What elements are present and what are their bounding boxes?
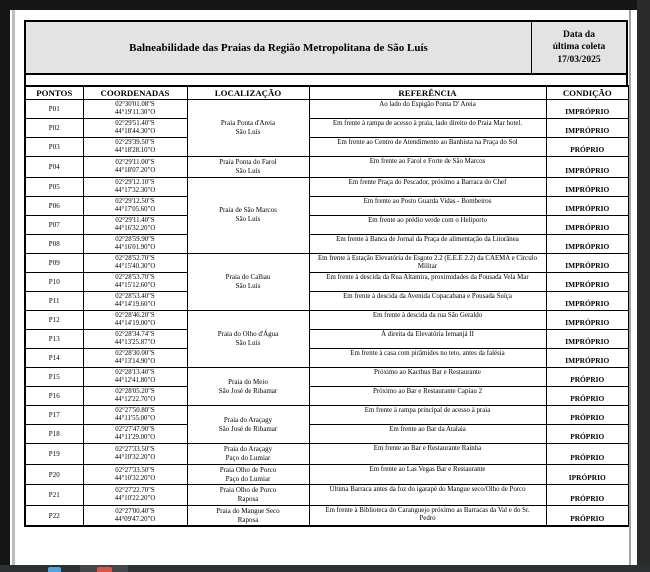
coordinate-lon: 44°15'12.60"O: [114, 282, 156, 290]
taskbar-red-app-icon[interactable]: [97, 567, 112, 572]
date-label-line2: última coleta: [552, 42, 606, 53]
column-header-coordenadas: COORDENADAS: [83, 86, 187, 100]
point-id: P05: [25, 177, 83, 196]
coordinate-lon: 44°16'32.20"O: [114, 224, 156, 232]
location-beach: Praia do Araçagy: [223, 416, 273, 424]
coordinates: [83, 273, 187, 292]
document-page: [10, 10, 637, 565]
location-city: São José de Ribamar: [218, 424, 278, 433]
condition-value: IPRÓPRIO: [546, 464, 629, 485]
viewer-right-edge: [637, 0, 650, 572]
coordinate-lon: 44°11'29.00"O: [114, 434, 156, 442]
table-row: [25, 292, 629, 311]
column-header-referencia: REFERÊNCIA: [309, 86, 546, 100]
coordinate-lat: 02°28'05.20"S: [115, 388, 155, 396]
table-row: [25, 100, 629, 119]
location-city: São José de Ribamar: [218, 386, 278, 395]
coordinates: [83, 330, 187, 349]
coordinates: [83, 505, 187, 526]
location-city: Paço do Lumiar: [225, 454, 271, 463]
reference: Em frente ao Farol e Forte de São Marcos: [309, 157, 546, 178]
coordinate-lon: 44°18'07.20"O: [114, 166, 156, 174]
date-value: 17/03/2025: [557, 54, 601, 65]
table-spacer: [24, 75, 628, 85]
table-row: [25, 485, 629, 506]
condition-value: IMPRÓPRIO: [546, 311, 629, 330]
coordinates: [83, 444, 187, 465]
location: [187, 253, 309, 310]
last-collect-date-box: [531, 22, 626, 73]
coordinates: [83, 215, 187, 234]
condition-value: PRÓPRIO: [546, 505, 629, 526]
title-bar: [24, 20, 628, 75]
coordinate-lon: 44°11'55.00"O: [114, 415, 156, 423]
coordinate-lat: 02°27'47.90"S: [115, 426, 155, 434]
location-beach: Praia Olho de Porco: [219, 486, 277, 495]
date-label-line1: Data da: [563, 29, 595, 40]
coordinate-lat: 02°30'01.08"S: [115, 101, 155, 108]
coordinates: [83, 177, 187, 196]
point-id: P17: [25, 406, 83, 425]
coordinate-lat: 02°28'59.90"S: [115, 235, 155, 243]
coordinate-lon: 44°12'22.70"O: [114, 396, 156, 404]
location-beach: Praia do Calhau: [225, 273, 271, 282]
coordinate-lat: 02°27'00.40"S: [115, 507, 155, 515]
point-id: P08: [25, 234, 83, 253]
condition-value: IMPRÓPRIO: [546, 273, 629, 292]
location-beach: Praia do Mangue Seco: [216, 506, 280, 515]
condition-value: IMPRÓPRIO: [546, 100, 629, 119]
table-row: [25, 177, 629, 196]
reference: Em frente ao Centro de Atendimento ao Banhista na Praça do Sol: [309, 138, 546, 157]
condition-value: IMPRÓPRIO: [546, 215, 629, 234]
coordinate-lon: 44°18'44.30"O: [114, 128, 156, 136]
location: [187, 100, 309, 157]
coordinate-lon: 44°12'41.80"O: [114, 377, 156, 385]
table-row: [25, 119, 629, 138]
coordinate-lon: 44°10'22.20"O: [114, 495, 156, 503]
coordinate-lon: 44°10'32.20"O: [114, 474, 156, 482]
coordinate-lat: 02°29'11.40"S: [115, 216, 155, 224]
reference: Em frente à Estação Elevatória de Esgoto 2.2 (E.E.E 2.2) da CAEMA e Círculo Militar: [309, 253, 546, 272]
coordinates: [83, 406, 187, 425]
coordinate-lat: 02°28'13.40"S: [115, 369, 155, 377]
location-beach: Praia Ponta do Farol: [219, 158, 277, 167]
viewer-top-edge: [0, 0, 650, 10]
reference: Em frente Praça do Pescador, próximo a Barraca do Chef: [309, 177, 546, 196]
coordinate-lon: 44°14'19.00"O: [114, 320, 156, 328]
location-beach: Praia do Meio: [228, 377, 268, 386]
location-city: São Luís: [235, 339, 261, 348]
point-id: P20: [25, 464, 83, 485]
point-id: P10: [25, 273, 83, 292]
coordinates: [83, 138, 187, 157]
condition-value: PRÓPRIO: [546, 368, 629, 387]
table-row: [25, 138, 629, 157]
coordinate-lat: 02°28'30.00"S: [115, 350, 155, 358]
condition-value: IMPRÓPRIO: [546, 349, 629, 368]
reference: À direita da Elevatória Iemanjá II: [309, 330, 546, 349]
column-header-pontos: PONTOS: [25, 86, 83, 100]
location-city: São Luís: [235, 128, 261, 137]
reference: Em frente à rampa de acesso à praia, lado direito do Praia Mar hotel.: [309, 119, 546, 138]
reference: Em frente à rampa principal de acesso à praia: [309, 406, 546, 425]
location: [187, 368, 309, 406]
coordinates: [83, 157, 187, 178]
coordinate-lat: 02°28'52.70"S: [115, 254, 155, 262]
document-content: [24, 20, 628, 527]
table-row: [25, 444, 629, 465]
coordinate-lon: 44°18'28.10"O: [114, 147, 156, 155]
reference: Em frente ao prédio verde com o Heliporto: [309, 215, 546, 234]
condition-value: IMPRÓPRIO: [546, 253, 629, 272]
coordinate-lat: 02°28'46.20"S: [115, 312, 155, 320]
reference: Em frente ao Bar e Restaurante Rainha: [309, 444, 546, 465]
coordinate-lon: 44°17'05.60"O: [114, 205, 156, 213]
condition-value: IMPRÓPRIO: [546, 234, 629, 253]
location-beach: Praia Ponta d'Areia: [220, 119, 276, 128]
table-row: [25, 215, 629, 234]
coordinate-lon: 44°13'14.90"O: [114, 358, 156, 366]
reference: Próximo ao Bar e Restaurante Capiau 2: [309, 387, 546, 406]
table-row: [25, 273, 629, 292]
coordinate-lat: 02°28'53.70"S: [115, 274, 155, 281]
location-beach: Praia do Olho d'Água: [217, 330, 279, 339]
location-city: Raposa: [237, 495, 259, 504]
coordinate-lat: 02°27'33.50"S: [115, 446, 155, 454]
coordinate-lon: 44°15'40.30"O: [114, 262, 156, 270]
taskbar: [0, 565, 650, 572]
coordinate-lat: 02°29'51.40"S: [115, 120, 155, 128]
location: [187, 464, 309, 485]
location-city: São Luís: [235, 166, 261, 175]
point-id: P04: [25, 157, 83, 178]
location-city: Raposa: [237, 515, 259, 524]
taskbar-blue-app-icon[interactable]: [48, 567, 61, 572]
coordinates: [83, 464, 187, 485]
point-id: P15: [25, 368, 83, 387]
location-beach: Praia Olho de Porco: [219, 465, 277, 474]
condition-value: PRÓPRIO: [546, 444, 629, 465]
reference: Em frente à descida da Avenida Copacabana e Pousada Suíça: [309, 292, 546, 311]
location: [187, 505, 309, 526]
column-header-condicao: CONDIÇÃO: [546, 86, 629, 100]
condition-value: PRÓPRIO: [546, 425, 629, 444]
table-row: [25, 505, 629, 526]
table-row: [25, 425, 629, 444]
page-title: Balneabilidade das Praias da Região Metropolitana de São Luís: [26, 22, 531, 73]
table-row: [25, 311, 629, 330]
coordinate-lon: 44°17'32.30"O: [114, 186, 156, 194]
condition-value: PRÓPRIO: [546, 406, 629, 425]
coordinate-lat: 02°28'34.74"S: [115, 331, 155, 339]
table-row: [25, 157, 629, 178]
location-city: São Luís: [235, 215, 261, 224]
condition-value: IMPRÓPRIO: [546, 196, 629, 215]
header-row: [25, 86, 629, 100]
location-beach: Praia do Araçagy: [223, 445, 273, 454]
page-right-shadow: [629, 10, 631, 565]
coordinates: [83, 234, 187, 253]
point-id: P14: [25, 349, 83, 368]
table-row: [25, 387, 629, 406]
coordinates: [83, 368, 187, 387]
location: [187, 485, 309, 506]
reference: Em frente ao Las Vegas Bar e Restaurante: [309, 464, 546, 485]
reference: Última Barraca antes da foz do igarapé do Mangue seco/Olho de Porco: [309, 485, 546, 506]
coordinates: [83, 349, 187, 368]
coordinates: [83, 119, 187, 138]
table-row: [25, 330, 629, 349]
coordinates: [83, 425, 187, 444]
point-id: P12: [25, 311, 83, 330]
location: [187, 406, 309, 444]
coordinate-lat: 02°29'12.50"S: [115, 197, 155, 205]
point-id: P02: [25, 119, 83, 138]
reference: Ao lado do Espigão Ponta D' Areia: [309, 100, 546, 119]
point-id: P21: [25, 485, 83, 506]
coordinate-lat: 02°27'22.70"S: [115, 487, 155, 495]
point-id: P07: [25, 215, 83, 234]
coordinate-lon: 44°14'19.60"O: [114, 301, 156, 309]
point-id: P09: [25, 253, 83, 272]
coordinates: [83, 292, 187, 311]
coordinates: [83, 100, 187, 119]
table-body: [25, 100, 629, 527]
table-row: [25, 349, 629, 368]
condition-value: IMPRÓPRIO: [546, 119, 629, 138]
coordinates: [83, 253, 187, 272]
condition-value: IMPRÓPRIO: [546, 330, 629, 349]
reference: Em frente ao Posto Guarda Vidas - Bombeiros: [309, 196, 546, 215]
coordinate-lat: 02°27'33.50"S: [115, 466, 155, 474]
point-id: P18: [25, 425, 83, 444]
coordinate-lon: 44°13'25.87"O: [114, 339, 156, 347]
coordinate-lat: 02°27'50.80"S: [115, 407, 155, 415]
coordinates: [83, 196, 187, 215]
table-row: [25, 368, 629, 387]
coordinate-lon: 44°16'01.90"O: [114, 243, 156, 251]
coordinate-lon: 44°09'47.20"O: [114, 515, 156, 523]
condition-value: PRÓPRIO: [546, 485, 629, 506]
condition-value: PRÓPRIO: [546, 387, 629, 406]
location: [187, 157, 309, 178]
coordinate-lon: 44°19'11.30"O: [114, 109, 156, 117]
point-id: P03: [25, 138, 83, 157]
coordinates: [83, 485, 187, 506]
table-row: [25, 234, 629, 253]
location-beach: Praia de São Marcos: [219, 206, 277, 215]
table-row: [25, 464, 629, 485]
location: [187, 311, 309, 368]
column-header-localizacao: LOCALIZAÇÃO: [187, 86, 309, 100]
coordinate-lat: 02°29'11.00"S: [115, 158, 155, 166]
point-id: P01: [25, 100, 83, 119]
reference: Em frente à descida da rua São Geraldo: [309, 311, 546, 330]
reference: Em frente à Biblioteca do Caranguejo próximo as Barracas da Val e do Sr. Pedro: [309, 505, 546, 526]
point-id: P16: [25, 387, 83, 406]
location: [187, 444, 309, 465]
point-id: P13: [25, 330, 83, 349]
coordinate-lat: 02°28'53.40"S: [115, 293, 155, 301]
reference: Em frente à casa com pirâmides no teto, antes da falésia: [309, 349, 546, 368]
coordinates: [83, 311, 187, 330]
point-id: P22: [25, 505, 83, 526]
page-left-shadow: [12, 10, 15, 565]
point-id: P11: [25, 292, 83, 311]
table-row: [25, 196, 629, 215]
beach-quality-table: [24, 85, 630, 527]
table-row: [25, 253, 629, 272]
location-city: São Luís: [235, 281, 261, 290]
point-id: P06: [25, 196, 83, 215]
reference: Em frente à Banca de Jornal da Praça de alimentação da Litorânea: [309, 234, 546, 253]
condition-value: PRÓPRIO: [546, 138, 629, 157]
location: [187, 177, 309, 253]
reference: Próximo ao Kacthus Bar e Restaurante: [309, 368, 546, 387]
reference: Em frente ao Bar da Atalaia: [309, 425, 546, 444]
coordinate-lat: 02°29'12.10"S: [115, 178, 155, 186]
coordinate-lat: 02°29'39.50"S: [115, 139, 155, 147]
coordinate-lon: 44°10'32.20"O: [114, 454, 156, 462]
coordinates: [83, 387, 187, 406]
table-row: [25, 406, 629, 425]
point-id: P19: [25, 444, 83, 465]
reference: Em frente à descida da Rua Altamira, proximidades da Pousada Vela Mar: [309, 273, 546, 292]
condition-value: IMPRÓPRIO: [546, 177, 629, 196]
location-city: Paço do Lumiar: [225, 474, 271, 483]
condition-value: IMPRÓPRIO: [546, 292, 629, 311]
viewer-left-edge: [0, 0, 10, 572]
condition-value: IMPRÓPRIO: [546, 157, 629, 178]
